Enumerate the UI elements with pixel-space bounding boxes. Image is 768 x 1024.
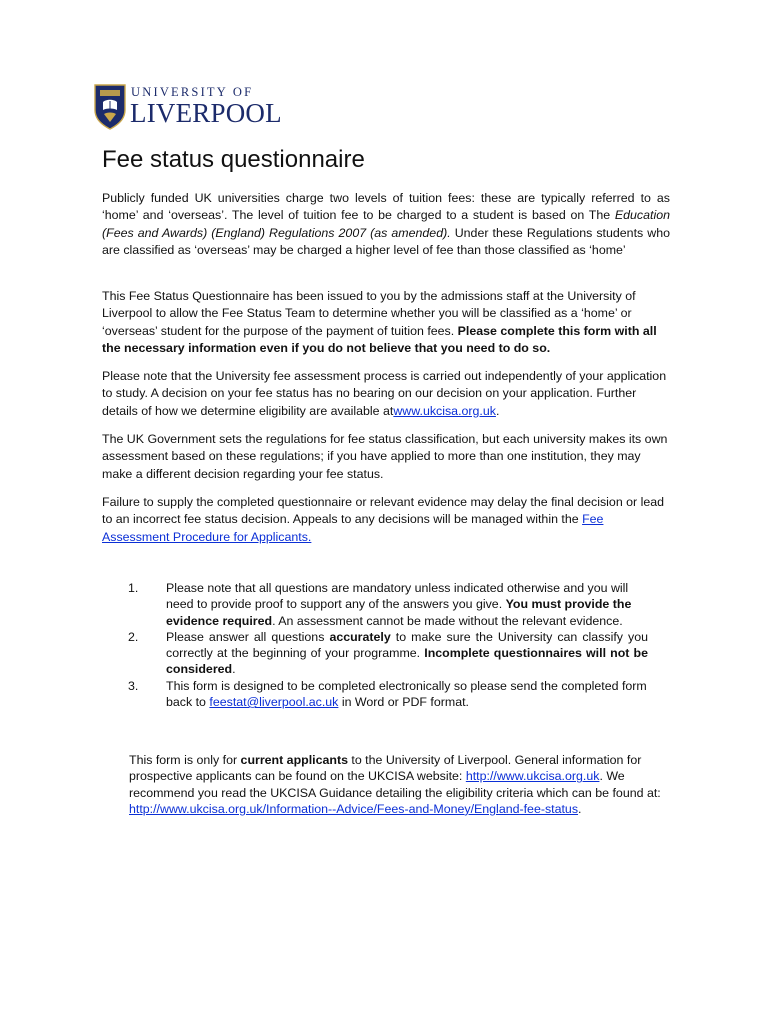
list-item: 3. This form is designed to be completed electronically so please send the completed form back to feestat@liverpool.ac.uk in Word or PDF format. (128, 678, 647, 710)
list-number: 3. (128, 678, 139, 693)
paragraph-questionnaire-purpose: This Fee Status Questionnaire has been issued to you by the admissions staff at the University of Liverpool to allow the Fee Status Team to determine whether you will be classified as a ‘home’ or ‘overseas’ student for the purpose of the payment of tuition fees. Please complete this form with all the necessary information even if you do not believe that you need to do so. (102, 289, 657, 356)
page-title: Fee status questionnaire (102, 146, 365, 173)
list-item: 2. Please answer all questions accurately to make sure the University can classify you correctly at the beginning of your programme. Incomplete questionnaires will not be considered. (128, 629, 648, 677)
list-number: 1. (128, 581, 139, 595)
paragraph-fee-levels: Publicly funded UK universities charge two levels of tuition fees: these are typically referred to as ‘home’ and ‘overseas’. The level of tuition fee to be charged to a student is based on The Education (Fees and Awards) (England) Regulations 2007 (as amended). Under these Regulations students who are classified as ‘overseas’ may be charged a higher level of fee than those classified as ‘home’ (102, 191, 670, 258)
paragraph-current-applicants: This form is only for current applicants to the University of Liverpool. General information for prospective applicants can be found on the UKCISA website: http://www.ukcisa.org.uk. We recommend you read the UKCISA Guidance detailing the eligibility criteria which can be found at: http://www.ukcisa.org.uk/Information--Advice/Fees-and-Money/England-fee-status. (129, 753, 661, 816)
regulations-title: Education (Fees and Awards) (England) Regulations 2007 (as amended). (102, 208, 670, 240)
ukcisa-website-link[interactable]: http://www.ukcisa.org.uk (465, 769, 600, 784)
logo-text-university-of: UNIVERSITY OF (131, 85, 254, 99)
list-number: 2. (128, 629, 139, 644)
complete-form-notice: Please complete this form with all the necessary information even if you do not believe that you need to do so. (102, 323, 657, 356)
university-logo (94, 84, 284, 132)
ukcisa-link[interactable]: www.ukcisa.org.uk (393, 403, 496, 418)
instructions-list (128, 580, 648, 710)
fee-assessment-procedure-link[interactable]: Fee Assessment Procedure for Applicants. (102, 512, 604, 544)
paragraph-government-regulations: The UK Government sets the regulations for fee status classification, but each university makes its own assessment based on these regulations; if you have applied to more than one institution, they may make a different decision regarding your fee status. (102, 432, 668, 481)
paragraph-independent-process: Please note that the University fee assessment process is carried out independently of your application to study. A decision on your fee status has no bearing on our decision on your application. Further details of how we determine eligibility are available atwww.ukcisa.org.uk. (102, 369, 667, 418)
crest-icon (94, 84, 126, 130)
paragraph-failure-to-supply: Failure to supply the completed questionnaire or relevant evidence may delay the final decision or lead to an incorrect fee status decision. Appeals to any decisions will be managed within the Fee Assessment Procedure for Applicants. (102, 495, 665, 544)
list-item: 1. Please note that all questions are mandatory unless indicated otherwise and you will need to provide proof to support any of the answers you give. You must provide the evidence required. An assessment cannot be made without the relevant evidence. (128, 581, 632, 628)
logo-text-liverpool: LIVERPOOL (130, 98, 282, 128)
feestat-email-link[interactable]: feestat@liverpool.ac.uk (209, 695, 339, 710)
ukcisa-guidance-link[interactable]: http://www.ukcisa.org.uk/Information--Advice/Fees-and-Money/England-fee-status (129, 801, 579, 816)
